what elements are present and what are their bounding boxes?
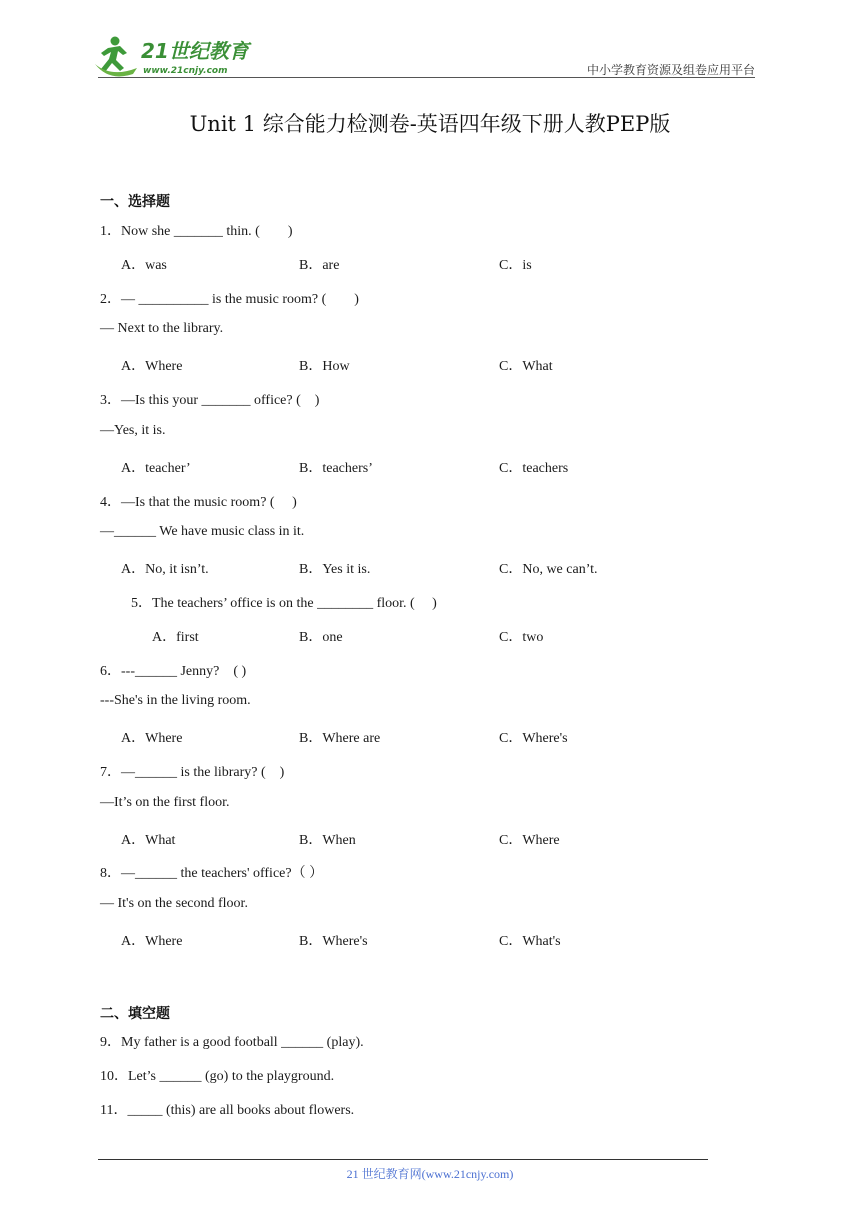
header-divider	[98, 77, 755, 78]
question-4-option-b: B．Yes it is.	[299, 562, 371, 577]
question-1-option-c: C．is	[499, 258, 532, 273]
question-3-option-c: C．teachers	[499, 461, 569, 476]
site-logo	[93, 34, 263, 78]
question-5-option-b: B．one	[299, 630, 343, 645]
question-6-option-b: B．Where are	[299, 731, 381, 746]
question-4-reply: —______ We have music class in it.	[100, 524, 305, 539]
question-6-stem: 6．---______ Jenny? ( )	[100, 664, 247, 679]
question-7-option-a: A．What	[121, 833, 176, 848]
question-9-stem: 9．My father is a good football ______ (play).	[100, 1035, 364, 1050]
logo-url: www.21cnjy.com	[143, 66, 228, 76]
question-4-option-a: A．No, it isn’t.	[121, 562, 209, 577]
section-heading-fill: 二、填空题	[100, 1006, 170, 1022]
question-8-option-c: C．What's	[499, 934, 561, 949]
question-5-option-c: C．two	[499, 630, 544, 645]
question-4-stem: 4．—Is that the music room? ( )	[100, 495, 297, 510]
question-6-option-c: C．Where's	[499, 731, 568, 746]
logo-text: 21世纪教育	[141, 39, 249, 63]
question-1-stem: 1．Now she _______ thin. ( )	[100, 224, 293, 239]
question-7-stem: 7．—______ is the library? ( )	[100, 765, 285, 780]
question-5-option-a: A．first	[152, 630, 199, 645]
footer-divider	[98, 1159, 708, 1160]
question-11-stem: 11．_____ (this) are all books about flowers.	[100, 1103, 355, 1118]
footer-link[interactable]: 21 世纪教育网(www.21cnjy.com)	[346, 1167, 514, 1181]
question-3-option-a: A．teacher’	[121, 461, 191, 476]
question-8-option-a: A．Where	[121, 934, 183, 949]
question-6-option-a: A．Where	[121, 731, 183, 746]
question-3-stem: 3．—Is this your _______ office? ( )	[100, 393, 320, 408]
question-7-option-b: B．When	[299, 833, 356, 848]
question-2-option-c: C．What	[499, 359, 553, 374]
question-2-reply: — Next to the library.	[100, 321, 224, 336]
question-8-reply: — It's on the second floor.	[100, 896, 248, 911]
question-7-reply: —It’s on the first floor.	[100, 795, 230, 810]
question-7-option-c: C．Where	[499, 833, 560, 848]
question-4-option-c: C．No, we can’t.	[499, 562, 598, 577]
section-heading-choice: 一、选择题	[100, 194, 170, 210]
question-3-reply: —Yes, it is.	[100, 423, 166, 438]
question-2-option-a: A．Where	[121, 359, 183, 374]
question-8-stem: 8．—______ the teachers' office?（ ）	[100, 866, 324, 881]
platform-tagline: 中小学教育资源及组卷应用平台	[586, 63, 755, 77]
question-1-option-b: B．are	[299, 258, 340, 273]
question-5-stem: 5．The teachers’ office is on the ________ floor. ( )	[131, 596, 437, 611]
page-title: Unit 1 综合能力检测卷-英语四年级下册人教PEP版	[189, 112, 671, 136]
question-8-option-b: B．Where's	[299, 934, 368, 949]
question-3-option-b: B．teachers’	[299, 461, 373, 476]
question-2-stem: 2．— __________ is the music room? ( )	[100, 292, 359, 307]
question-1-option-a: A．was	[121, 258, 167, 273]
question-10-stem: 10．Let’s ______ (go) to the playground.	[100, 1069, 335, 1084]
question-2-option-b: B．How	[299, 359, 350, 374]
question-6-reply: ---She's in the living room.	[100, 693, 251, 708]
